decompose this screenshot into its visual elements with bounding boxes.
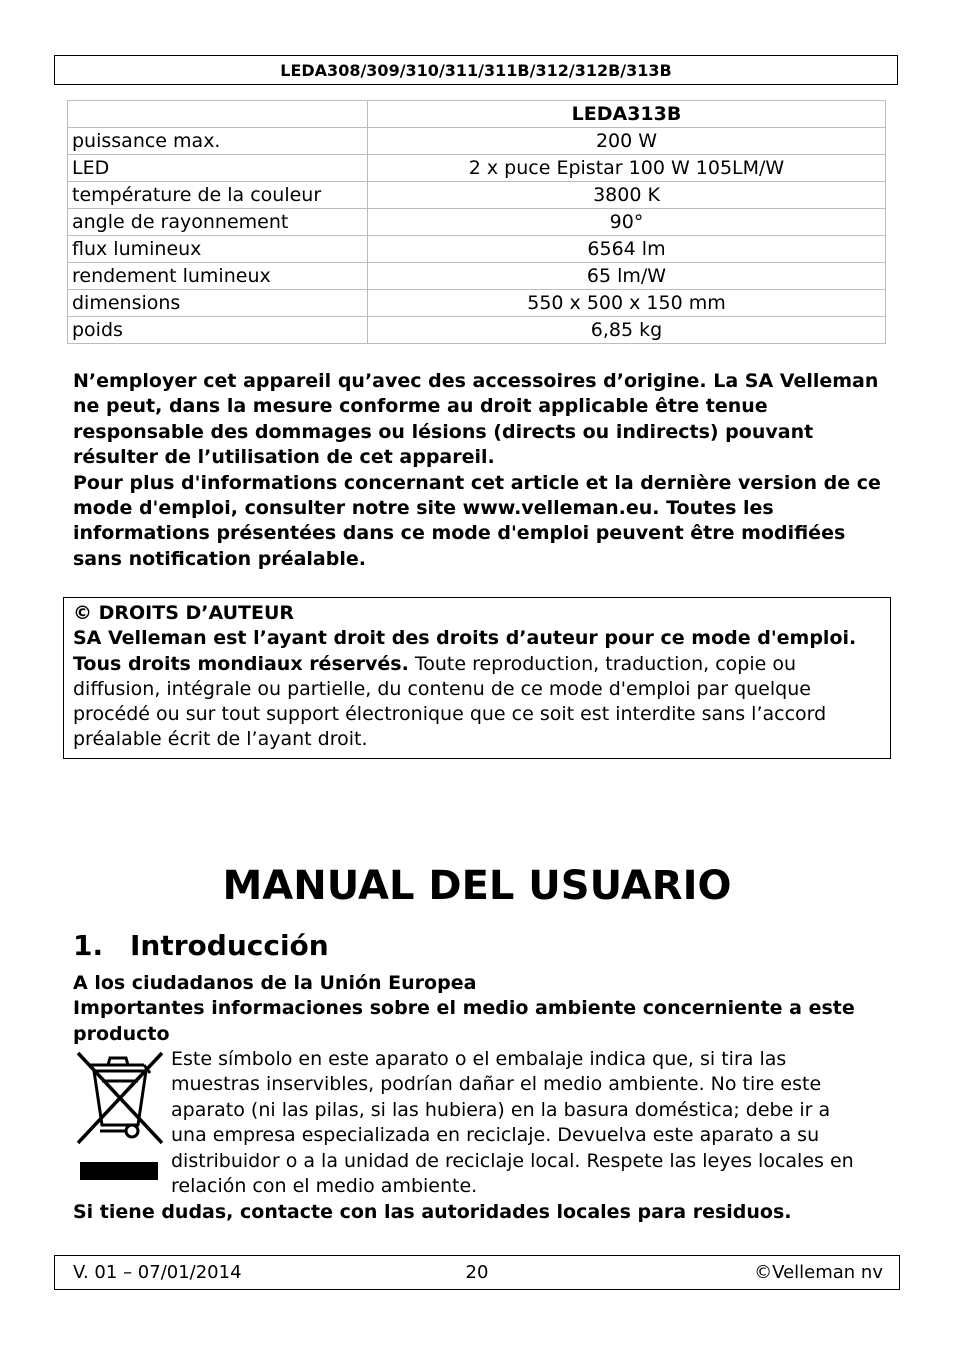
- spec-value: 2 x puce Epistar 100 W 105LM/W: [368, 155, 886, 182]
- table-row: [68, 128, 886, 155]
- spec-label: angle de rayonnement: [68, 209, 368, 236]
- table-row: [68, 317, 886, 344]
- table-row: [68, 182, 886, 209]
- spec-value: 6,85 kg: [368, 317, 886, 344]
- header-title: LEDA308/309/310/311/311B/312/312B/313B: [280, 61, 672, 80]
- eu-line: Importantes informaciones sobre el medio ambiente concerniente a este producto: [73, 997, 855, 1045]
- spec-value: 90°: [368, 209, 886, 236]
- weee-description: Este símbolo en este aparato o el embalaje indica que, si tira las muestras inservibles, podrían dañar el medio ambiente. No tire este aparato (ni las pilas, si las hubiera) en la basura doméstica; debe ir a una empresa especializada en reciclaje. Devuelva este aparato a su distribuidor o a la unidad de reciclaje local. Respete las leyes locales en relación con el medio ambiente.: [171, 1048, 854, 1198]
- spec-label: puissance max.: [68, 128, 368, 155]
- spec-value: 65 lm/W: [368, 263, 886, 290]
- spec-value: 200 W: [368, 128, 886, 155]
- spec-value: 550 x 500 x 150 mm: [368, 290, 886, 317]
- page-footer: [54, 1255, 900, 1290]
- eu-line: A los ciudadanos de la Unión Europea: [73, 972, 477, 994]
- table-row: [68, 263, 886, 290]
- table-row: [68, 209, 886, 236]
- section-heading: [73, 924, 329, 968]
- table-column-header: LEDA313B: [368, 101, 886, 128]
- usage-notice: [73, 369, 888, 572]
- table-row: [68, 155, 886, 182]
- spec-value: 6564 lm: [368, 236, 886, 263]
- spec-label: température de la couleur: [68, 182, 368, 209]
- footer-page-number: 20: [465, 1262, 489, 1283]
- spec-label: poids: [68, 317, 368, 344]
- notice-paragraph: Pour plus d'informations concernant cet article et la dernière version de ce mode d'emploi, consulter notre site www.velleman.eu. Toutes les informations présentées dans ce mode d'emploi peuvent être modifiées sans notification préalable.: [73, 471, 881, 570]
- spec-label: LED: [68, 155, 368, 182]
- table-header-empty: [68, 101, 368, 128]
- section-number: 1.: [73, 929, 104, 962]
- copyright-bold-text: SA Velleman est l’ayant droit des droits d’auteur pour ce mode d'emploi. Tous droits mondiaux réservés.: [73, 627, 857, 675]
- spec-value: 3800 K: [368, 182, 886, 209]
- eu-heading: [73, 971, 888, 1047]
- manual-title: MANUAL DEL USUARIO: [222, 863, 732, 909]
- copyright-box: [63, 597, 891, 759]
- table-header-row: [68, 101, 886, 128]
- spec-label: rendement lumineux: [68, 263, 368, 290]
- page-header: [54, 55, 898, 85]
- section-title: Introducción: [130, 929, 329, 962]
- spec-label: dimensions: [68, 290, 368, 317]
- table-row: [68, 290, 886, 317]
- spec-label: flux lumineux: [68, 236, 368, 263]
- questions-note: Si tiene dudas, contacte con las autoridades locales para residuos.: [73, 1201, 792, 1223]
- notice-paragraph: N’employer cet appareil qu’avec des accessoires d’origine. La SA Velleman ne peut, dans la mesure conforme au droit applicable être tenue responsable des dommages ou lésions (directs ou indirects) pouvant résulter de l’utilisation de cet appareil.: [73, 370, 879, 469]
- copyright-normal-text: Toute reproduction, traduction, copie ou diffusion, intégrale ou partielle, du contenu de ce mode d'emploi par quelque procédé ou sur tout support électronique que ce soit est interdite sans l’accord préalable écrit de l’ayant droit.: [73, 652, 827, 751]
- table-row: [68, 236, 886, 263]
- footer-copyright: ©Velleman nv: [754, 1262, 883, 1283]
- copyright-body: [73, 626, 881, 752]
- footer-version: V. 01 – 07/01/2014: [73, 1262, 242, 1283]
- crossed-out-wheelie-bin-icon: [74, 1047, 166, 1187]
- spec-table: [67, 100, 886, 344]
- copyright-title: © DROITS D’AUTEUR: [73, 602, 295, 624]
